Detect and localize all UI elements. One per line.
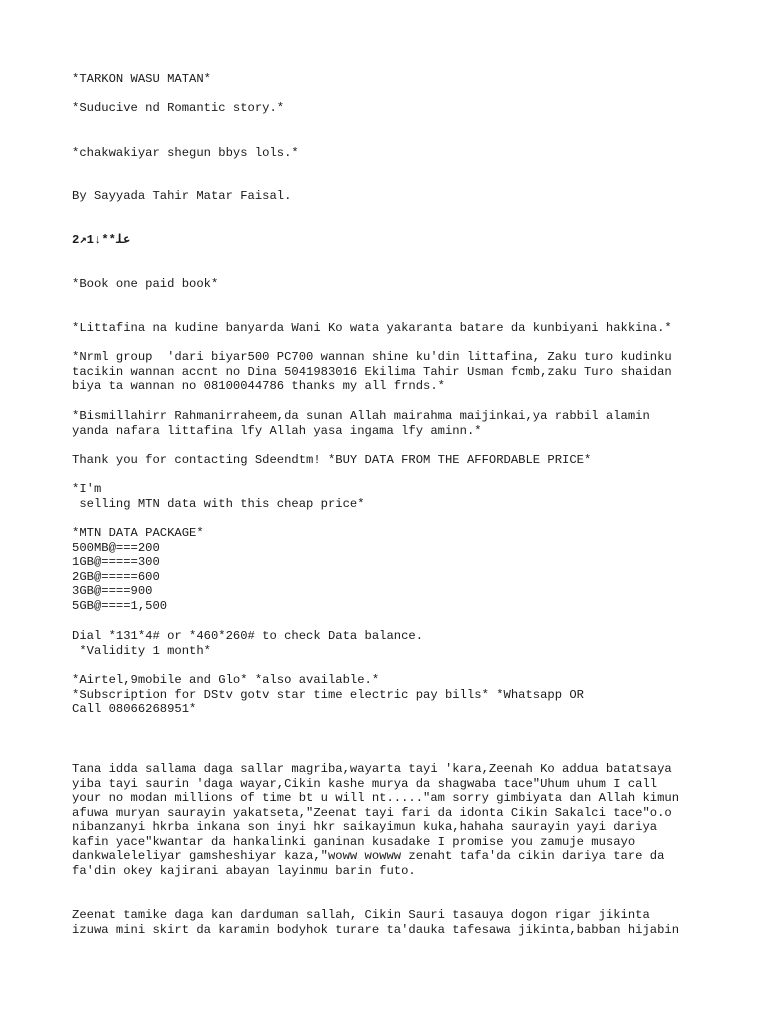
payment-paragraph-line: biya ta wannan no 08100044786 thanks my all frnds.* <box>72 379 445 393</box>
story-paragraph-line: afuwa muryan saurayin yakatseta,"Zeenat tayi fari da idonta Cikin Sakalci tace"o.o <box>72 805 672 820</box>
package-item: 1GB@=====300 <box>72 555 160 569</box>
story-paragraph-line: fa'din okey kajirani abayan layinmu barin futo. <box>72 863 416 878</box>
story-paragraph-line: Zeenat tamike daga kan darduman sallah, Cikin Sauri tasauya dogon rigar jikinta <box>72 908 650 922</box>
story-paragraph-line: kafin yace"kwantar da hankalinki ganinan kusadake I promise you zamuje musayo <box>72 834 636 849</box>
payment-paragraph-line: *Nrml group 'dari biyar500 PC700 wannan shine ku'din littafina, Zaku turo kudinku <box>72 350 672 364</box>
story-paragraph-line: your no modan millions of time bt u will nt....."am sorry gimbiyata dan Allah kimun <box>72 791 680 805</box>
chapter-marker: ﻋﻠ**↓1↗2 <box>72 233 131 247</box>
book-note: *Book one paid book* <box>72 277 219 291</box>
ad-line: *I'm <box>72 482 102 496</box>
contact-line: Call 08066268951* <box>72 702 197 716</box>
other-networks: *Airtel,9mobile and Glo* *also available.* <box>72 673 380 687</box>
package-item: 2GB@=====600 <box>72 569 160 584</box>
bismillah-line: *Bismillahirr Rahmanirraheem,da sunan Allah mairahma maijinkai,ya rabbil alamin <box>72 409 650 423</box>
story-paragraph-line: nibanzanyi hkrba inkana son inyi hkr saikayimun kuka,hahaha saurayin yayi dariya <box>72 820 658 834</box>
author-line: By Sayyada Tahir Matar Faisal. <box>72 189 292 203</box>
copyright-notice: *Littafina na kudine banyarda Wani Ko wata yakaranta batare da kunbiyani hakkina.* <box>72 321 672 335</box>
story-paragraph-line: Tana idda sallama daga sallar magriba,wayarta tayi 'kara,Zeenah Ko addua batatsaya <box>72 762 672 776</box>
story-paragraph-line: yiba tayi saurin 'daga wayar,Cikin kashe murya da shagwaba tace"Uhum uhum I call <box>72 776 658 791</box>
story-paragraph-line: dankwaleleliyar gamsheshiyar kaza,"woww wowww zenaht tafa'da cikin dariya tare da <box>72 849 665 863</box>
story-paragraph-line: izuwa mini skirt da karamin bodyhok turare ta'dauka tafesawa jikinta,babban hijabin <box>72 922 680 937</box>
validity-note: *Validity 1 month* <box>72 643 211 658</box>
tagline: *chakwakiyar shegun bbys lols.* <box>72 146 299 160</box>
bismillah-line: yanda nafara littafina lfy Allah yasa ingama lfy aminn.* <box>72 423 482 438</box>
subscription-line: *Subscription for DStv gotv star time electric pay bills* *Whatsapp OR <box>72 687 584 702</box>
package-heading: *MTN DATA PACKAGE* <box>72 526 204 540</box>
ad-headline: Thank you for contacting Sdeendtm! *BUY DATA FROM THE AFFORDABLE PRICE* <box>72 453 592 467</box>
balance-instruction: Dial *131*4# or *460*260# to check Data balance. <box>72 629 424 643</box>
package-item: 500MB@===200 <box>72 540 160 555</box>
package-item: 3GB@====900 <box>72 584 153 598</box>
story-subtitle: *Suducive nd Romantic story.* <box>72 101 285 115</box>
payment-paragraph-line: tacikin wannan accnt no Dina 5041983016 Ekilima Tahir Usman fcmb,zaku Turo shaidan <box>72 364 672 379</box>
ad-line: selling MTN data with this cheap price* <box>72 496 365 511</box>
story-title: *TARKON WASU MATAN* <box>72 72 211 86</box>
package-item: 5GB@====1,500 <box>72 598 168 613</box>
